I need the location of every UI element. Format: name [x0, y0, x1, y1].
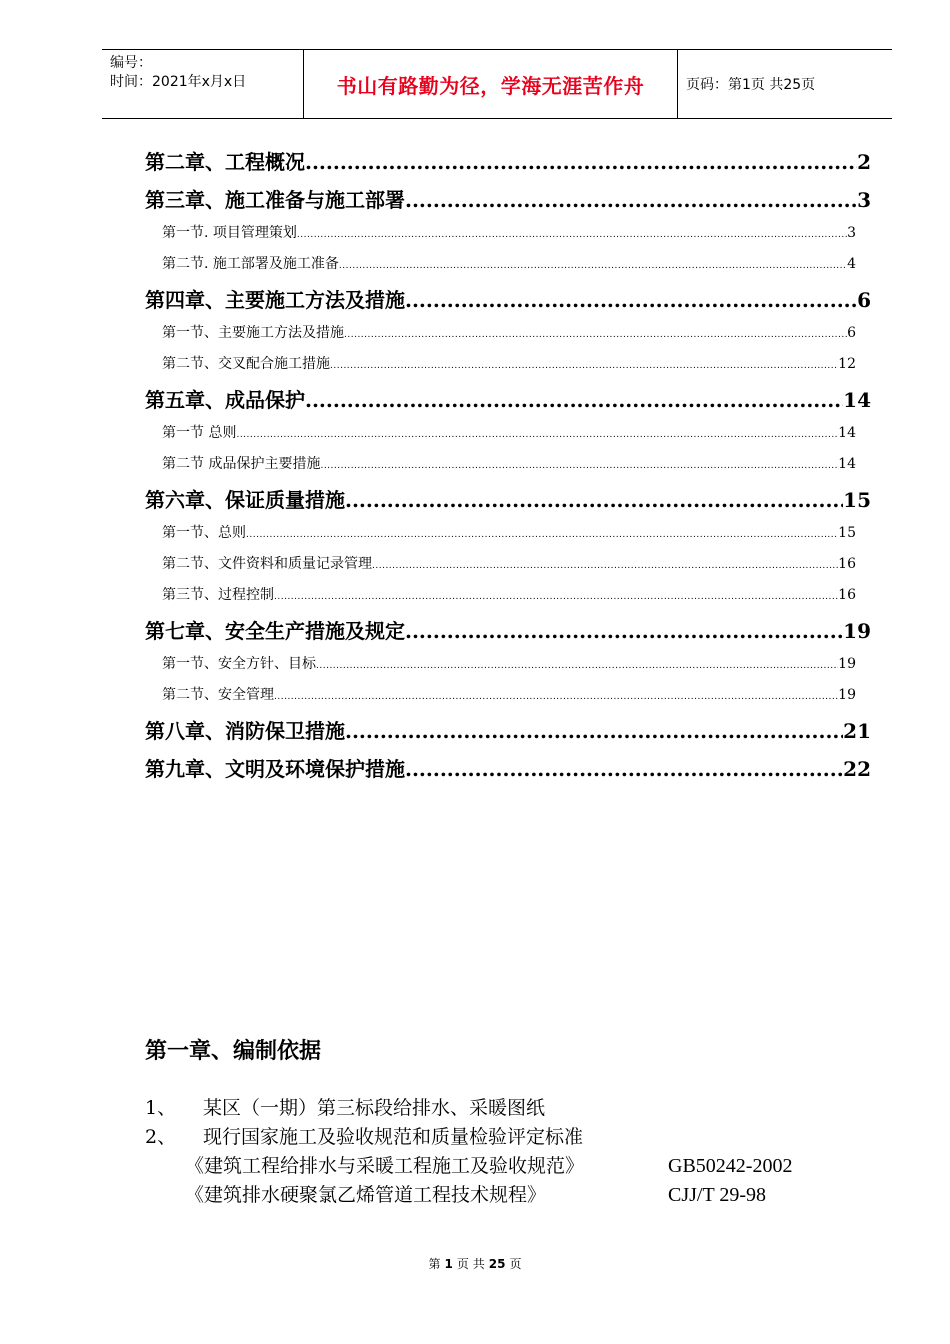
toc-entry-page: 15 [843, 488, 871, 512]
toc-leader-dots [345, 719, 843, 743]
chapter-one-title: 第一章、编制依据 [145, 1038, 322, 1064]
toc-entry-title: 第二节. 施工部署及施工准备 [162, 256, 339, 272]
toc-entry-page: 22 [843, 757, 871, 781]
toc-leader-dots [236, 425, 838, 441]
toc-entry-page: 14 [838, 456, 856, 472]
toc-entry-page: 21 [843, 719, 871, 743]
toc-entry-page: 2 [857, 150, 871, 174]
toc-leader-dots [405, 757, 843, 781]
toc-entry-title: 第三章、施工准备与施工部署 [145, 188, 405, 212]
toc-chapter-entry[interactable] [145, 284, 871, 322]
footer-total-pages: 25 [488, 1257, 506, 1271]
toc-leader-dots [274, 587, 838, 603]
toc-entry-title: 第四章、主要施工方法及措施 [145, 288, 405, 312]
toc-leader-dots [246, 525, 838, 541]
list-item-text: 现行国家施工及验收规范和质量检验评定标准 [203, 1126, 584, 1148]
list-item-text: 某区（一期）第三标段给排水、采暖图纸 [203, 1097, 546, 1119]
toc-leader-dots [316, 656, 838, 672]
toc-entry-title: 第二节、交叉配合施工措施 [162, 356, 330, 372]
header-motto: 书山有路勤为径，学海无涯苦作舟 [304, 50, 678, 118]
document-number-label: 编号： [110, 55, 152, 71]
toc-entry-page: 16 [838, 556, 856, 572]
toc-section-entry[interactable] [145, 253, 856, 284]
toc-entry-title: 第六章、保证质量措施 [145, 488, 345, 512]
toc-chapter-entry[interactable] [145, 753, 871, 791]
toc-leader-dots [274, 687, 838, 703]
toc-leader-dots [344, 325, 847, 341]
toc-leader-dots [345, 488, 843, 512]
toc-entry-page: 6 [857, 288, 871, 312]
toc-chapter-entry[interactable] [145, 484, 871, 522]
toc-entry-page: 3 [857, 188, 871, 212]
toc-leader-dots [405, 619, 843, 643]
toc-section-entry[interactable] [145, 453, 856, 484]
toc-entry-title: 第二节、安全管理 [162, 687, 274, 703]
document-time-label: 时间：2021年x月x日 [110, 74, 247, 90]
toc-entry-page: 16 [838, 587, 856, 603]
toc-entry-page: 19 [838, 656, 856, 672]
toc-leader-dots [305, 388, 843, 412]
toc-chapter-entry[interactable] [145, 384, 871, 422]
toc-section-entry[interactable] [145, 422, 856, 453]
table-of-contents [145, 146, 871, 791]
toc-chapter-entry[interactable] [145, 184, 871, 222]
page-header [102, 49, 892, 119]
footer-mid: 页 共 [456, 1257, 485, 1271]
toc-entry-title: 第一节、主要施工方法及措施 [162, 325, 344, 341]
toc-entry-page: 14 [838, 425, 856, 441]
list-item-number: 2、 [145, 1126, 177, 1148]
toc-entry-title: 第二章、工程概况 [145, 150, 305, 174]
toc-entry-title: 第五章、成品保护 [145, 388, 305, 412]
toc-section-entry[interactable] [145, 553, 856, 584]
toc-entry-page: 15 [838, 525, 856, 541]
toc-leader-dots [339, 256, 847, 272]
header-page-label: 页码：第1页 共25页 [686, 77, 816, 93]
toc-leader-dots [320, 456, 838, 472]
toc-entry-page: 3 [847, 225, 856, 241]
toc-chapter-entry[interactable] [145, 146, 871, 184]
toc-chapter-entry[interactable] [145, 615, 871, 653]
toc-entry-title: 第八章、消防保卫措施 [145, 719, 345, 743]
toc-section-entry[interactable] [145, 322, 856, 353]
toc-entry-title: 第一节、总则 [162, 525, 246, 541]
header-meta-cell [102, 50, 304, 118]
toc-entry-page: 6 [847, 325, 856, 341]
toc-entry-title: 第一节. 项目管理策划 [162, 225, 297, 241]
toc-entry-title: 第一节、安全方针、目标 [162, 656, 316, 672]
toc-leader-dots [405, 188, 857, 212]
footer-suffix: 页 [509, 1257, 522, 1271]
list-item-number: 1、 [145, 1097, 177, 1119]
standard-code: GB50242-2002 [668, 1155, 793, 1177]
toc-leader-dots [305, 150, 857, 174]
toc-chapter-entry[interactable] [145, 715, 871, 753]
toc-section-entry[interactable] [145, 653, 856, 684]
standard-title: 《建筑排水硬聚氯乙烯管道工程技术规程》 [185, 1184, 547, 1206]
standard-code: CJJ/T 29-98 [668, 1184, 766, 1206]
standard-title: 《建筑工程给排水与采暖工程施工及验收规范》 [185, 1155, 585, 1177]
toc-entry-page: 4 [847, 256, 856, 272]
toc-entry-page: 19 [838, 687, 856, 703]
toc-section-entry[interactable] [145, 522, 856, 553]
footer-current-page: 1 [444, 1257, 453, 1271]
toc-entry-title: 第三节、过程控制 [162, 587, 274, 603]
toc-entry-page: 14 [843, 388, 871, 412]
toc-section-entry[interactable] [145, 353, 856, 384]
page-footer [0, 1255, 950, 1272]
toc-entry-page: 19 [843, 619, 871, 643]
toc-leader-dots [297, 225, 847, 241]
toc-section-entry[interactable] [145, 584, 856, 615]
toc-entry-title: 第一节 总则 [162, 425, 237, 441]
toc-leader-dots [372, 556, 838, 572]
toc-section-entry[interactable] [145, 684, 856, 715]
toc-entry-title: 第二节、文件资料和质量记录管理 [162, 556, 372, 572]
toc-entry-page: 12 [838, 356, 856, 372]
toc-section-entry[interactable] [145, 222, 856, 253]
footer-prefix: 第 [428, 1257, 441, 1271]
toc-entry-title: 第七章、安全生产措施及规定 [145, 619, 405, 643]
toc-leader-dots [405, 288, 857, 312]
toc-entry-title: 第九章、文明及环境保护措施 [145, 757, 405, 781]
toc-leader-dots [330, 356, 838, 372]
toc-entry-title: 第二节 成品保护主要措施 [162, 456, 321, 472]
